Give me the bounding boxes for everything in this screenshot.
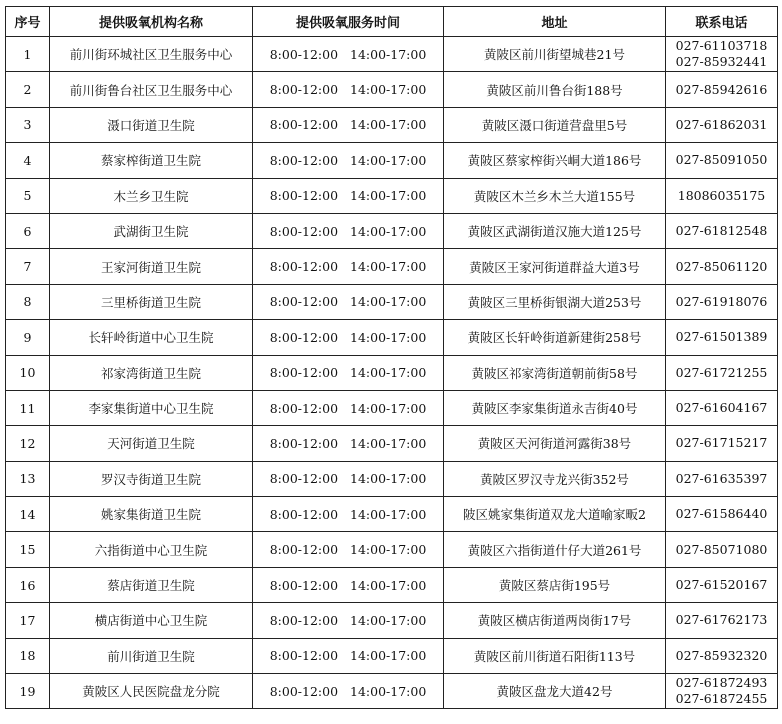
phone-number: 027-61762173 [675, 612, 768, 628]
cell-phone [666, 249, 778, 284]
cell-address: 黄陂区蔡家榨街兴峒大道186号 [444, 143, 666, 178]
cell-address: 黄陂区三里桥街银湖大道253号 [444, 284, 666, 319]
cell-address: 黄陂区前川街望城巷21号 [444, 37, 666, 72]
phone-number: 027-85061120 [675, 258, 768, 274]
cell-index: 3 [6, 107, 50, 142]
cell-index: 15 [6, 532, 50, 567]
cell-institution-name: 黄陂区人民医院盘龙分院 [50, 674, 253, 709]
table-row [6, 497, 778, 532]
cell-institution-name: 王家河街道卫生院 [50, 249, 253, 284]
table-row [6, 213, 778, 248]
cell-address: 黄陂区滠口街道营盘里5号 [444, 107, 666, 142]
table-header-row [6, 7, 778, 37]
cell-service-time: 8:00-12:00 14:00-17:00 [253, 72, 444, 107]
cell-phone [666, 567, 778, 602]
table-row [6, 284, 778, 319]
cell-service-time: 8:00-12:00 14:00-17:00 [253, 674, 444, 709]
cell-address: 黄陂区长轩岭街道新建街258号 [444, 320, 666, 355]
header-service-time: 提供吸氧服务时间 [253, 7, 444, 37]
oxygen-service-table [5, 6, 778, 709]
cell-index: 6 [6, 213, 50, 248]
phone-number: 027-85071080 [675, 541, 768, 557]
cell-phone [666, 532, 778, 567]
phone-number: 027-85932441 [675, 54, 768, 70]
cell-service-time: 8:00-12:00 14:00-17:00 [253, 107, 444, 142]
cell-institution-name: 蔡店街道卫生院 [50, 567, 253, 602]
cell-service-time: 8:00-12:00 14:00-17:00 [253, 178, 444, 213]
phone-number: 027-85942616 [675, 81, 768, 97]
phone-number: 027-61872455 [675, 691, 768, 707]
phone-number: 027-61918076 [675, 293, 768, 309]
cell-institution-name: 李家集街道中心卫生院 [50, 390, 253, 425]
cell-address: 黄陂区祁家湾街道朝前街58号 [444, 355, 666, 390]
cell-institution-name: 长轩岭街道中心卫生院 [50, 320, 253, 355]
cell-service-time: 8:00-12:00 14:00-17:00 [253, 638, 444, 673]
cell-service-time: 8:00-12:00 14:00-17:00 [253, 390, 444, 425]
phone-number: 027-85091050 [675, 152, 768, 168]
phone-number: 027-61520167 [675, 577, 768, 593]
cell-phone [666, 390, 778, 425]
cell-address: 黄陂区罗汉寺龙兴街352号 [444, 461, 666, 496]
cell-service-time: 8:00-12:00 14:00-17:00 [253, 603, 444, 638]
phone-number: 027-61635397 [675, 470, 768, 486]
cell-service-time: 8:00-12:00 14:00-17:00 [253, 249, 444, 284]
phone-number: 027-61103718 [675, 38, 768, 54]
cell-index: 16 [6, 567, 50, 602]
cell-address: 黄陂区天河街道河露街38号 [444, 426, 666, 461]
cell-service-time: 8:00-12:00 14:00-17:00 [253, 143, 444, 178]
cell-index: 7 [6, 249, 50, 284]
cell-index: 17 [6, 603, 50, 638]
cell-institution-name: 蔡家榨街道卫生院 [50, 143, 253, 178]
table-body [6, 37, 778, 709]
phone-number: 027-61604167 [675, 400, 768, 416]
phone-number: 027-61721255 [675, 364, 768, 380]
table-row [6, 638, 778, 673]
cell-phone [666, 603, 778, 638]
cell-index: 1 [6, 37, 50, 72]
cell-address: 黄陂区盘龙大道42号 [444, 674, 666, 709]
table-row [6, 532, 778, 567]
table-row [6, 390, 778, 425]
cell-index: 18 [6, 638, 50, 673]
phone-number: 027-61586440 [675, 506, 768, 522]
cell-phone [666, 355, 778, 390]
cell-address: 黄陂区六指街道什仔大道261号 [444, 532, 666, 567]
cell-address: 黄陂区前川鲁台街188号 [444, 72, 666, 107]
cell-institution-name: 祁家湾街道卫生院 [50, 355, 253, 390]
cell-institution-name: 罗汉寺街道卫生院 [50, 461, 253, 496]
cell-index: 5 [6, 178, 50, 213]
cell-institution-name: 滠口街道卫生院 [50, 107, 253, 142]
table-row [6, 567, 778, 602]
cell-phone [666, 461, 778, 496]
cell-service-time: 8:00-12:00 14:00-17:00 [253, 567, 444, 602]
cell-phone [666, 638, 778, 673]
header-institution-name: 提供吸氧机构名称 [50, 7, 253, 37]
phone-number: 027-61862031 [675, 116, 768, 132]
cell-index: 11 [6, 390, 50, 425]
cell-service-time: 8:00-12:00 14:00-17:00 [253, 532, 444, 567]
cell-address: 黄陂区木兰乡木兰大道155号 [444, 178, 666, 213]
table-row [6, 107, 778, 142]
phone-number: 027-61872493 [675, 675, 768, 691]
table-row [6, 249, 778, 284]
header-index: 序号 [6, 7, 50, 37]
table-row [6, 603, 778, 638]
table-row [6, 178, 778, 213]
cell-phone [666, 213, 778, 248]
cell-phone [666, 320, 778, 355]
cell-index: 12 [6, 426, 50, 461]
table-row [6, 426, 778, 461]
cell-service-time: 8:00-12:00 14:00-17:00 [253, 37, 444, 72]
cell-service-time: 8:00-12:00 14:00-17:00 [253, 213, 444, 248]
cell-address: 黄陂区前川街道石阳街113号 [444, 638, 666, 673]
cell-institution-name: 木兰乡卫生院 [50, 178, 253, 213]
cell-address: 黄陂区蔡店街195号 [444, 567, 666, 602]
table-row [6, 143, 778, 178]
cell-index: 19 [6, 674, 50, 709]
cell-address: 黄陂区横店街道两岗街17号 [444, 603, 666, 638]
header-address: 地址 [444, 7, 666, 37]
cell-index: 4 [6, 143, 50, 178]
table-row [6, 461, 778, 496]
cell-index: 8 [6, 284, 50, 319]
phone-number: 027-61501389 [675, 329, 768, 345]
cell-service-time: 8:00-12:00 14:00-17:00 [253, 355, 444, 390]
cell-index: 13 [6, 461, 50, 496]
cell-phone [666, 178, 778, 213]
cell-phone [666, 284, 778, 319]
cell-address: 黄陂区王家河街道群益大道3号 [444, 249, 666, 284]
cell-phone [666, 37, 778, 72]
cell-institution-name: 武湖街卫生院 [50, 213, 253, 248]
table-row [6, 37, 778, 72]
cell-institution-name: 前川街鲁台社区卫生服务中心 [50, 72, 253, 107]
phone-number: 027-85932320 [675, 647, 768, 663]
cell-index: 14 [6, 497, 50, 532]
cell-phone [666, 107, 778, 142]
cell-institution-name: 姚家集街道卫生院 [50, 497, 253, 532]
cell-institution-name: 前川街道卫生院 [50, 638, 253, 673]
cell-institution-name: 三里桥街道卫生院 [50, 284, 253, 319]
cell-index: 10 [6, 355, 50, 390]
phone-number: 18086035175 [677, 187, 766, 203]
cell-service-time: 8:00-12:00 14:00-17:00 [253, 284, 444, 319]
cell-institution-name: 前川街环城社区卫生服务中心 [50, 37, 253, 72]
cell-phone [666, 72, 778, 107]
table-row [6, 674, 778, 709]
cell-phone [666, 497, 778, 532]
cell-phone [666, 143, 778, 178]
cell-service-time: 8:00-12:00 14:00-17:00 [253, 497, 444, 532]
table-row [6, 320, 778, 355]
header-phone: 联系电话 [666, 7, 778, 37]
cell-phone [666, 426, 778, 461]
cell-phone [666, 674, 778, 709]
phone-number: 027-61715217 [675, 435, 768, 451]
cell-address: 陂区姚家集街道双龙大道喻家畈2 [444, 497, 666, 532]
cell-institution-name: 横店街道中心卫生院 [50, 603, 253, 638]
phone-number: 027-61812548 [675, 223, 768, 239]
table-row [6, 355, 778, 390]
cell-address: 黄陂区武湖街道汉施大道125号 [444, 213, 666, 248]
cell-service-time: 8:00-12:00 14:00-17:00 [253, 426, 444, 461]
table-row [6, 72, 778, 107]
cell-institution-name: 六指街道中心卫生院 [50, 532, 253, 567]
cell-service-time: 8:00-12:00 14:00-17:00 [253, 320, 444, 355]
cell-service-time: 8:00-12:00 14:00-17:00 [253, 461, 444, 496]
cell-index: 9 [6, 320, 50, 355]
cell-address: 黄陂区李家集街道永吉街40号 [444, 390, 666, 425]
cell-index: 2 [6, 72, 50, 107]
cell-institution-name: 天河街道卫生院 [50, 426, 253, 461]
